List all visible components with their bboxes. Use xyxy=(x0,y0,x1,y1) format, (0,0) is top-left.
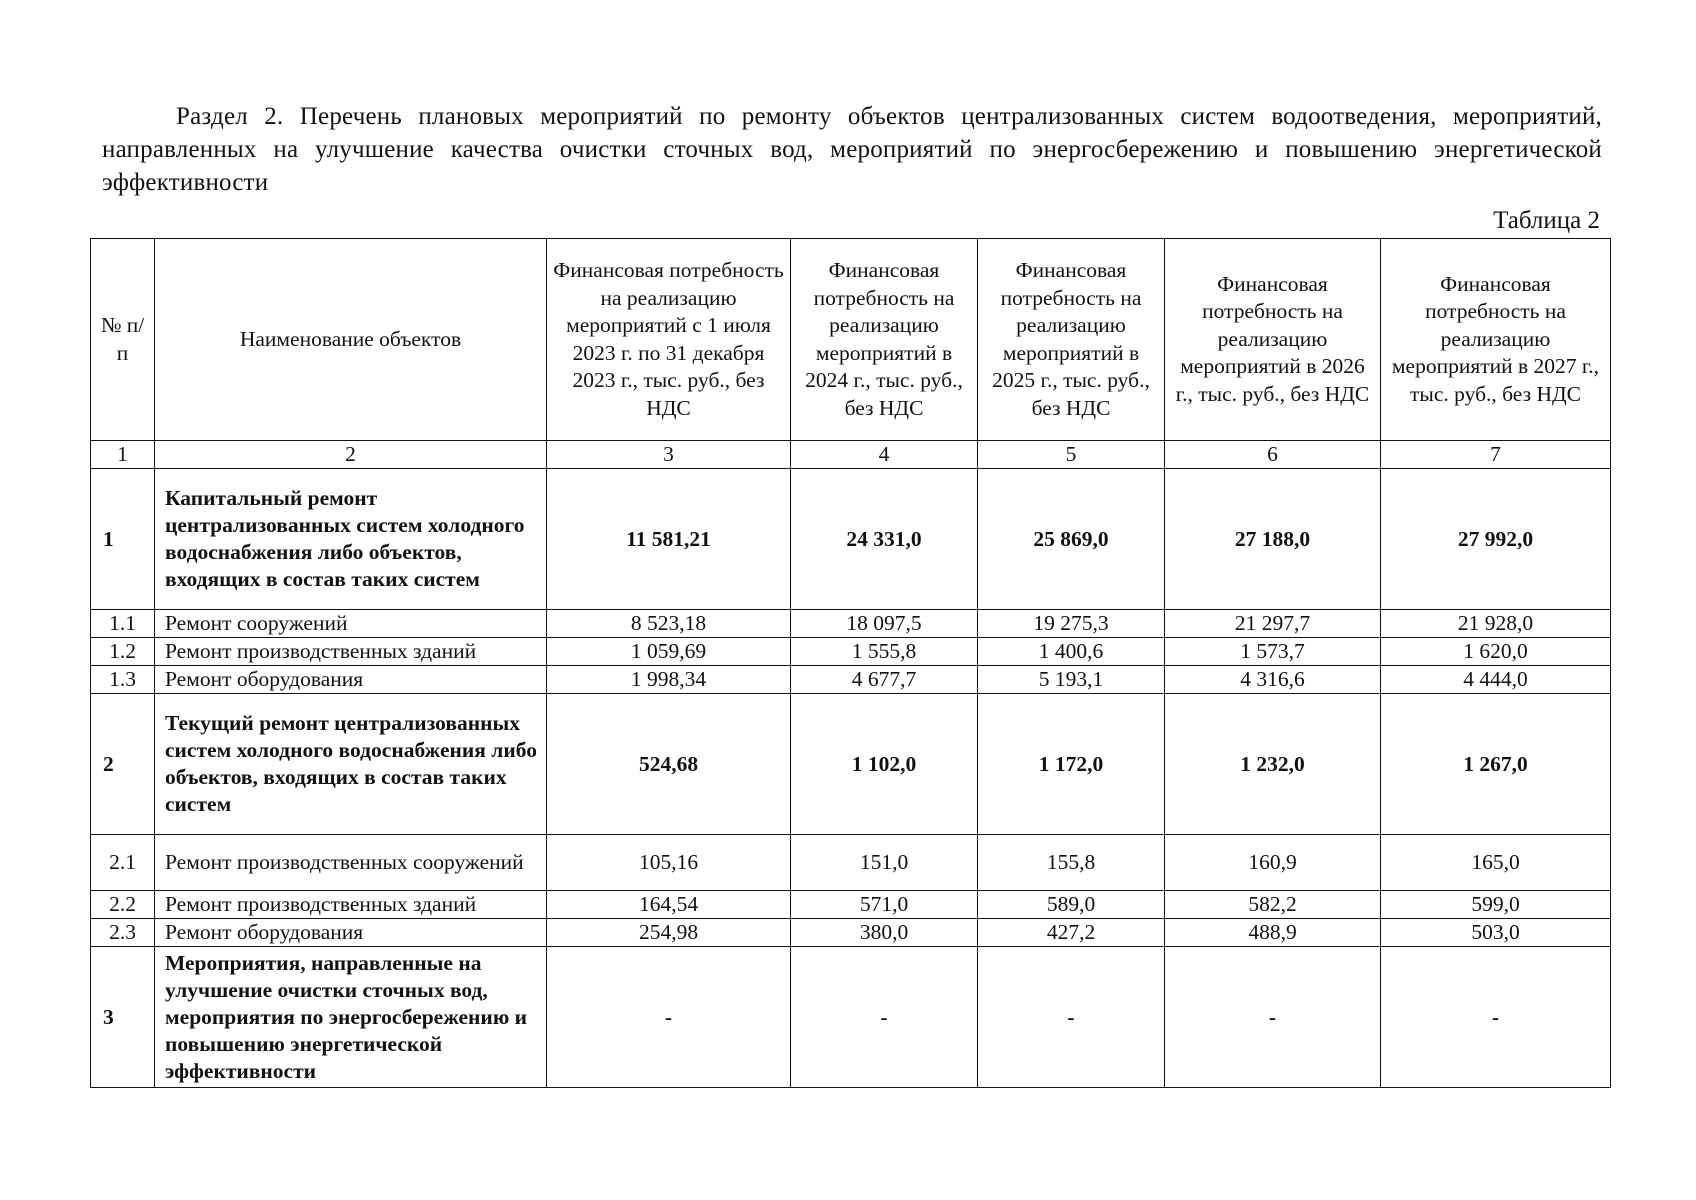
value-2023: 524,68 xyxy=(547,694,791,835)
section-heading: Раздел 2. Перечень плановых мероприятий по ремонту объектов централизованных систем водоотведения, мероприятий, направленных на улучшение качества очистки сточных вод, мероприятий по энергосбережению и повышению энергетической эффективности xyxy=(102,103,1602,196)
table-row xyxy=(91,469,1611,610)
value-2024: 151,0 xyxy=(791,835,978,891)
value-2024: 24 331,0 xyxy=(791,469,978,610)
column-header-2027: Финансовая потребность на реализацию мероприятий в 2027 г., тыс. руб., без НДС xyxy=(1381,239,1611,441)
value-2024: - xyxy=(791,947,978,1088)
value-2023: 1 998,34 xyxy=(547,666,791,694)
value-2027: 599,0 xyxy=(1381,891,1611,919)
table-row xyxy=(91,610,1611,638)
value-2025: 155,8 xyxy=(978,835,1165,891)
column-header-2023: Финансовая потребность на реализацию мероприятий с 1 июля 2023 г. по 31 декабря 2023 г., тыс. руб., без НДС xyxy=(547,239,791,441)
column-number: 4 xyxy=(791,441,978,469)
value-2027: 165,0 xyxy=(1381,835,1611,891)
value-2023: 11 581,21 xyxy=(547,469,791,610)
value-2025: 25 869,0 xyxy=(978,469,1165,610)
column-number: 5 xyxy=(978,441,1165,469)
value-2024: 1 555,8 xyxy=(791,638,978,666)
row-name: Капитальный ремонт централизованных систем холодного водоснабжения либо объектов, входящих в состав таких систем xyxy=(155,469,547,610)
value-2024: 18 097,5 xyxy=(791,610,978,638)
column-number: 6 xyxy=(1165,441,1381,469)
row-number: 3 xyxy=(91,947,155,1088)
value-2024: 1 102,0 xyxy=(791,694,978,835)
value-2027: 1 267,0 xyxy=(1381,694,1611,835)
row-name: Мероприятия, направленные на улучшение очистки сточных вод, мероприятия по энергосбережению и повышению энергетической эффективности xyxy=(155,947,547,1088)
value-2025: - xyxy=(978,947,1165,1088)
value-2023: 105,16 xyxy=(547,835,791,891)
row-name: Ремонт оборудования xyxy=(155,666,547,694)
value-2026: 488,9 xyxy=(1165,919,1381,947)
value-2025: 589,0 xyxy=(978,891,1165,919)
value-2023: 164,54 xyxy=(547,891,791,919)
column-number: 7 xyxy=(1381,441,1611,469)
row-name: Ремонт производственных зданий xyxy=(155,638,547,666)
value-2027: - xyxy=(1381,947,1611,1088)
value-2027: 4 444,0 xyxy=(1381,666,1611,694)
value-2023: 8 523,18 xyxy=(547,610,791,638)
value-2026: 21 297,7 xyxy=(1165,610,1381,638)
value-2027: 1 620,0 xyxy=(1381,638,1611,666)
row-number: 1.2 xyxy=(91,638,155,666)
value-2027: 21 928,0 xyxy=(1381,610,1611,638)
table-row xyxy=(91,835,1611,891)
row-number: 2 xyxy=(91,694,155,835)
value-2026: - xyxy=(1165,947,1381,1088)
column-header-name: Наименование объектов xyxy=(155,239,547,441)
value-2026: 582,2 xyxy=(1165,891,1381,919)
value-2023: 1 059,69 xyxy=(547,638,791,666)
value-2027: 27 992,0 xyxy=(1381,469,1611,610)
value-2027: 503,0 xyxy=(1381,919,1611,947)
row-number: 2.1 xyxy=(91,835,155,891)
value-2026: 4 316,6 xyxy=(1165,666,1381,694)
value-2025: 1 172,0 xyxy=(978,694,1165,835)
table-row xyxy=(91,947,1611,1088)
value-2026: 27 188,0 xyxy=(1165,469,1381,610)
value-2025: 427,2 xyxy=(978,919,1165,947)
value-2023: 254,98 xyxy=(547,919,791,947)
header-row xyxy=(91,239,1611,441)
column-numbering-row xyxy=(91,441,1611,469)
column-header-2026: Финансовая потребность на реализацию мероприятий в 2026 г., тыс. руб., без НДС xyxy=(1165,239,1381,441)
row-number: 1.1 xyxy=(91,610,155,638)
column-header-2024: Финансовая потребность на реализацию мероприятий в 2024 г., тыс. руб., без НДС xyxy=(791,239,978,441)
value-2025: 19 275,3 xyxy=(978,610,1165,638)
table-label: Таблица 2 xyxy=(1493,207,1600,234)
value-2026: 1 232,0 xyxy=(1165,694,1381,835)
row-name: Ремонт производственных сооружений xyxy=(155,835,547,891)
table-row xyxy=(91,694,1611,835)
row-number: 2.3 xyxy=(91,919,155,947)
row-name: Ремонт сооружений xyxy=(155,610,547,638)
row-name: Ремонт производственных зданий xyxy=(155,891,547,919)
value-2024: 571,0 xyxy=(791,891,978,919)
value-2024: 4 677,7 xyxy=(791,666,978,694)
value-2025: 1 400,6 xyxy=(978,638,1165,666)
table-row xyxy=(91,891,1611,919)
table-row xyxy=(91,638,1611,666)
column-number: 3 xyxy=(547,441,791,469)
table-row xyxy=(91,666,1611,694)
value-2023: - xyxy=(547,947,791,1088)
column-header-number: № п/п xyxy=(91,239,155,441)
row-name: Текущий ремонт централизованных систем холодного водоснабжения либо объектов, входящих в состав таких систем xyxy=(155,694,547,835)
row-number: 1.3 xyxy=(91,666,155,694)
row-name: Ремонт оборудования xyxy=(155,919,547,947)
value-2026: 1 573,7 xyxy=(1165,638,1381,666)
value-2024: 380,0 xyxy=(791,919,978,947)
column-number: 1 xyxy=(91,441,155,469)
row-number: 1 xyxy=(91,469,155,610)
row-number: 2.2 xyxy=(91,891,155,919)
column-header-2025: Финансовая потребность на реализацию мероприятий в 2025 г., тыс. руб., без НДС xyxy=(978,239,1165,441)
column-number: 2 xyxy=(155,441,547,469)
measures-table xyxy=(90,238,1611,1088)
value-2026: 160,9 xyxy=(1165,835,1381,891)
value-2025: 5 193,1 xyxy=(978,666,1165,694)
table-row xyxy=(91,919,1611,947)
